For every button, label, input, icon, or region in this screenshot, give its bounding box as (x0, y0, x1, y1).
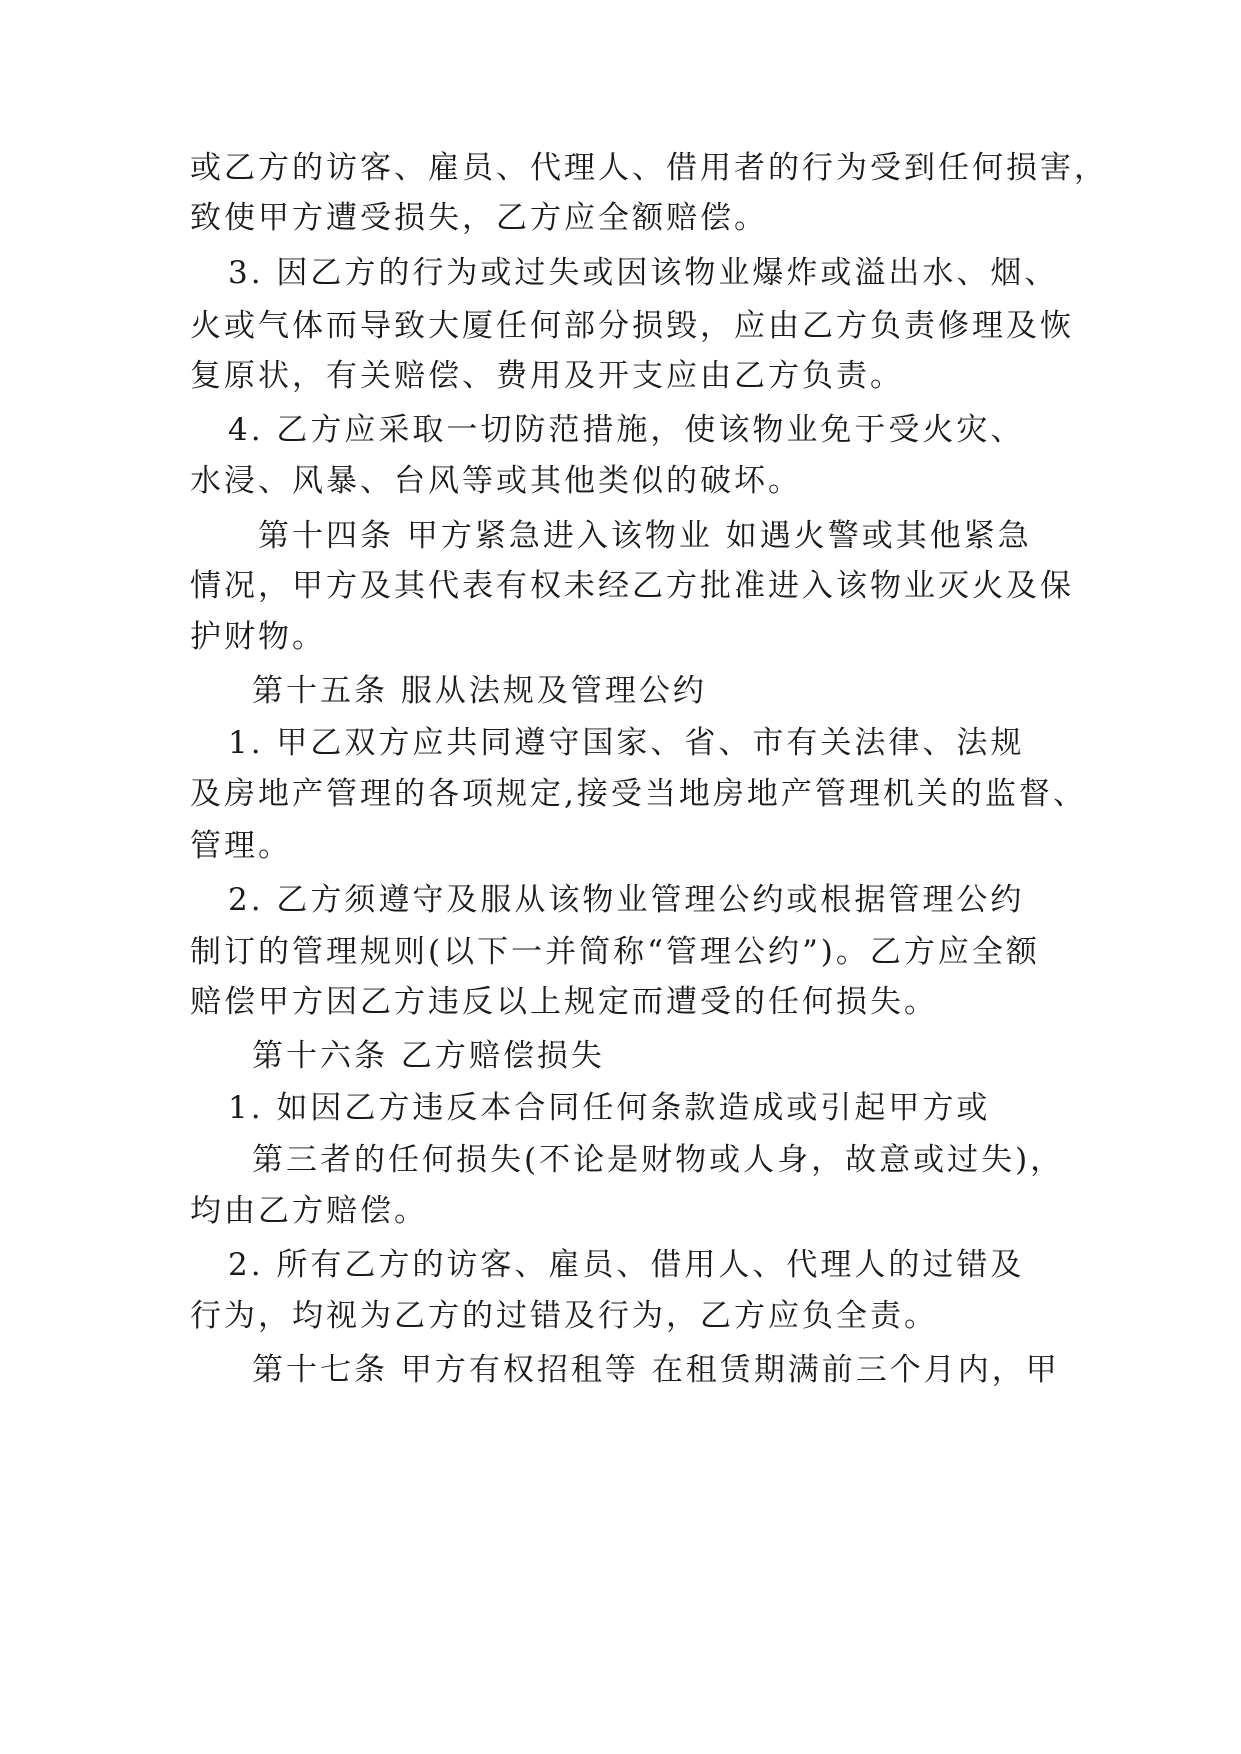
text-line: 情况，甲方及其代表有权未经乙方批准进入该物业灭火及保 (190, 568, 1074, 604)
text-line: 行为，均视为乙方的过错及行为，乙方应负全责。 (190, 1298, 938, 1334)
text-line: 2. 所有乙方的访客、雇员、借用人、代理人的过错及 (228, 1247, 1025, 1283)
text-line: 或乙方的访客、雇员、代理人、借用者的行为受到任何损害， (190, 150, 1108, 186)
text-line: 1. 如因乙方违反本合同任何条款造成或引起甲方或 (228, 1090, 991, 1126)
text-line: 火或气体而导致大厦任何部分损毁，应由乙方负责修理及恢 (190, 308, 1074, 344)
text-line: 4. 乙方应采取一切防范措施，使该物业免于受火灾、 (228, 412, 1025, 448)
text-line: 复原状，有关赔偿、费用及开支应由乙方负责。 (190, 358, 904, 394)
text-line: 致使甲方遭受损失，乙方应全额赔偿。 (190, 200, 768, 236)
section-heading: 第十五条 服从法规及管理公约 (252, 673, 707, 709)
text-line: 3. 因乙方的行为或过失或因该物业爆炸或溢出水、烟、 (228, 255, 1059, 291)
text-line: 管理。 (190, 828, 292, 864)
text-line: 水浸、风暴、台风等或其他类似的破坏。 (190, 463, 802, 499)
text-line: 均由乙方赔偿。 (190, 1193, 428, 1229)
section-heading: 第十七条 甲方有权招租等 在租赁期满前三个月内，甲 (252, 1352, 1060, 1388)
text-line: 赔偿甲方因乙方违反以上规定而遭受的任何损失。 (190, 984, 938, 1020)
text-line: 第十四条 甲方紧急进入该物业 如遇火警或其他紧急 (258, 518, 1032, 554)
section-heading: 第十六条 乙方赔偿损失 (252, 1038, 605, 1074)
text-line: 1. 甲乙双方应共同遵守国家、省、市有关法律、法规 (228, 725, 1025, 761)
text-line: 第三者的任何损失(不论是财物或人身，故意或过失)， (252, 1142, 1065, 1178)
text-line: 制订的管理规则(以下一并简称“管理公约”)。乙方应全额 (190, 934, 1040, 970)
text-line: 护财物。 (190, 619, 326, 655)
text-line: 及房地产管理的各项规定,接受当地房地产管理机关的监督、 (190, 776, 1087, 812)
text-line: 2. 乙方须遵守及服从该物业管理公约或根据管理公约 (228, 882, 1025, 918)
